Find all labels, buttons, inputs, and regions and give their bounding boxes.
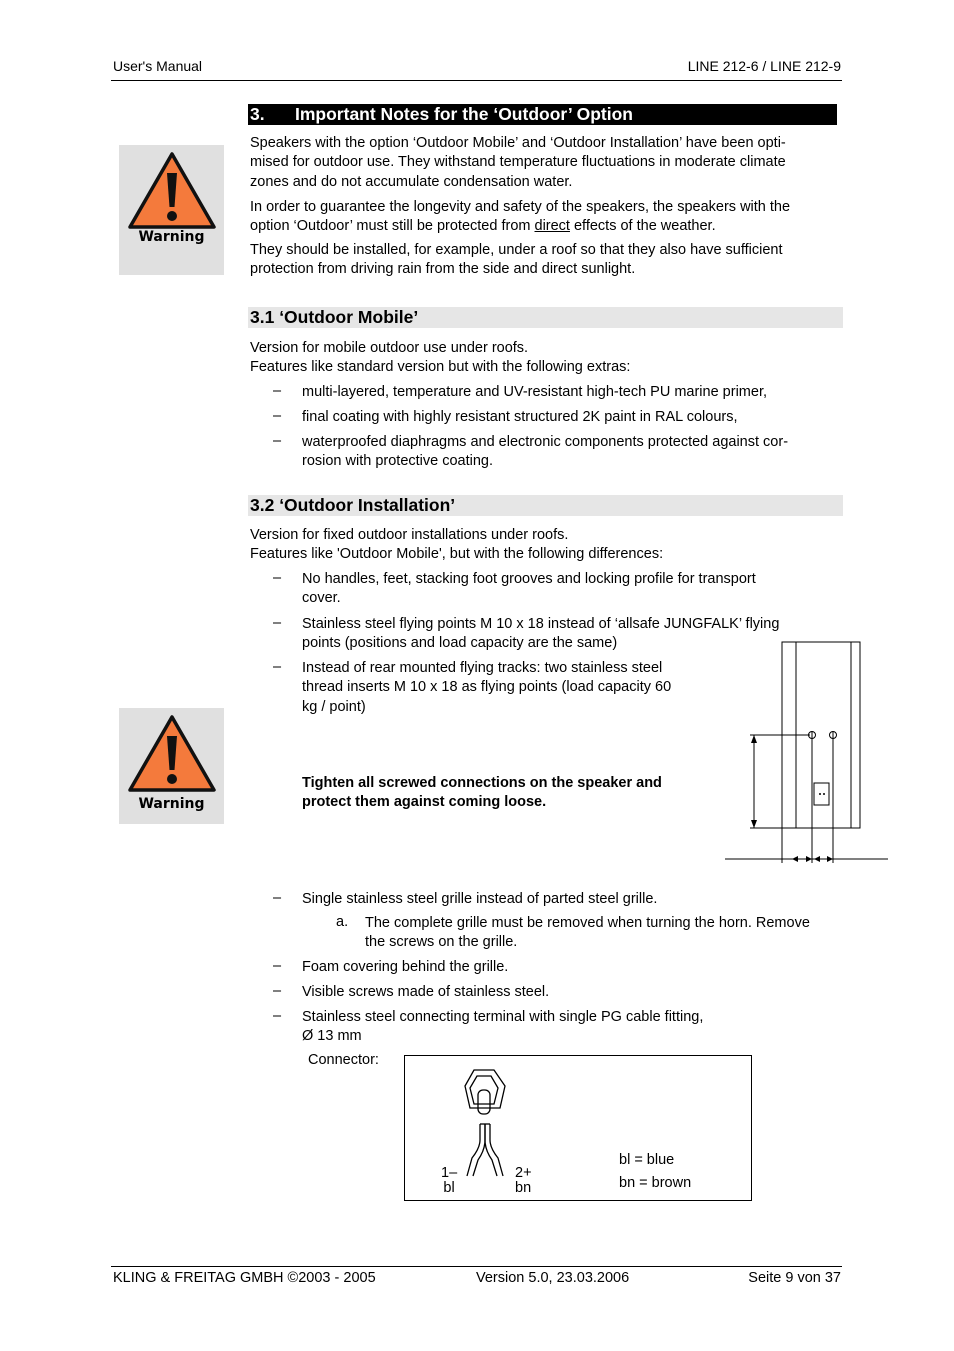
section-3-1-intro bbox=[250, 339, 840, 378]
pin-2-color: bn bbox=[515, 1180, 532, 1196]
text-line: Single stainless steel grille instead of parted steel grille. bbox=[302, 891, 658, 907]
section-3-title: Important Notes for the ‘Outdoor’ Option bbox=[295, 104, 633, 124]
pin-1-sign: 1– bbox=[441, 1165, 458, 1181]
text-line: protect them against coming loose. bbox=[302, 794, 547, 811]
text-line: Stainless steel flying points M 10 x 18 instead of ‘allsafe JUNGFALK’ flying bbox=[302, 616, 780, 632]
bullet-dash: – bbox=[273, 615, 282, 631]
bullet-dash: – bbox=[273, 408, 282, 424]
bullet-dash: – bbox=[273, 383, 282, 399]
text-line: cover. bbox=[302, 590, 341, 607]
text-line: protection from driving rain from the side and direct sunlight. bbox=[250, 261, 636, 278]
header-right: LINE 212-6 / LINE 212-9 bbox=[687, 58, 841, 74]
bullet-coating bbox=[302, 408, 738, 427]
section-3-2-intro bbox=[250, 526, 840, 565]
text-line: the screws on the grille. bbox=[365, 934, 518, 951]
section-3-1-heading bbox=[248, 307, 843, 328]
sub-marker: a. bbox=[336, 914, 349, 930]
bullet-dash: – bbox=[273, 433, 282, 449]
connector-label: Connector: bbox=[308, 1052, 379, 1068]
section-3-paragraph-2 bbox=[250, 198, 840, 237]
legend-brown: bn = brown bbox=[619, 1175, 692, 1191]
warning-box-1 bbox=[119, 145, 224, 275]
text-line: Features like standard version but with the following extras: bbox=[250, 359, 631, 376]
text-line: Features like 'Outdoor Mobile', but with the following differences: bbox=[250, 546, 664, 563]
pin-2-sign: 2+ bbox=[515, 1165, 532, 1181]
text-line: Version for fixed outdoor installations under roofs. bbox=[250, 527, 569, 543]
text-line: multi-layered, temperature and UV-resistant high-tech PU marine primer, bbox=[302, 384, 767, 400]
underlined-word: direct bbox=[534, 218, 570, 235]
warning-box-2 bbox=[119, 708, 224, 824]
text-line: waterproofed diaphragms and electronic components protected against cor- bbox=[302, 434, 789, 450]
warning-label: Warning bbox=[138, 796, 205, 812]
bullet-dash: – bbox=[273, 659, 282, 675]
bullet-foam bbox=[302, 958, 508, 977]
header-rule bbox=[111, 80, 842, 81]
text-span: effects of the weather. bbox=[569, 218, 716, 235]
warning-label: Warning bbox=[138, 229, 205, 245]
bullet-grille bbox=[302, 890, 657, 909]
text-line: In order to guarantee the longevity and safety of the speakers, the speakers with the bbox=[250, 199, 791, 215]
text-line: The complete grille must be removed when turning the horn. Remove bbox=[365, 915, 810, 931]
footer-right: Seite 9 von 37 bbox=[748, 1270, 841, 1286]
warning-triangle-icon bbox=[127, 151, 217, 231]
sub-item-grille-removal bbox=[365, 914, 810, 953]
section-3-paragraph-1 bbox=[250, 134, 840, 192]
header-left: User's Manual bbox=[113, 58, 203, 74]
text-line: Stainless steel connecting terminal with single PG cable fitting, bbox=[302, 1009, 704, 1025]
section-3-paragraph-3 bbox=[250, 241, 840, 280]
connector-plug-icon bbox=[460, 1068, 510, 1178]
bullet-screws bbox=[302, 983, 549, 1002]
text-line: Instead of rear mounted flying tracks: two stainless steel bbox=[302, 660, 663, 676]
warning-text-tighten bbox=[302, 774, 662, 813]
footer-center: Version 5.0, 23.03.2006 bbox=[476, 1270, 630, 1286]
text-line: thread inserts M 10 x 18 as flying points (load capacity 60 bbox=[302, 679, 672, 696]
section-3-heading bbox=[248, 104, 837, 125]
pin-1-color: bl bbox=[443, 1180, 455, 1196]
text-line: Version for mobile outdoor use under roofs. bbox=[250, 340, 529, 356]
text-line: Ø 13 mm bbox=[302, 1028, 362, 1045]
bullet-diaphragms bbox=[302, 433, 788, 472]
pin-2-label bbox=[515, 1166, 532, 1196]
text-line: No handles, feet, stacking foot grooves and locking profile for transport bbox=[302, 571, 756, 587]
bullet-dash: – bbox=[273, 983, 282, 999]
warning-triangle-icon bbox=[127, 714, 217, 794]
bullet-terminal bbox=[302, 1008, 703, 1047]
pin-1-label bbox=[441, 1166, 457, 1196]
text-line: Visible screws made of stainless steel. bbox=[302, 984, 550, 1000]
speaker-rear-drawing bbox=[720, 638, 892, 868]
bullet-dash: – bbox=[273, 570, 282, 586]
text-line: Tighten all screwed connections on the speaker and bbox=[302, 775, 662, 791]
connector-diagram bbox=[404, 1055, 752, 1201]
footer-rule bbox=[111, 1266, 842, 1267]
text-line: final coating with highly resistant structured 2K paint in RAL colours, bbox=[302, 409, 738, 425]
text-line bbox=[250, 217, 840, 236]
text-line: mised for outdoor use. They withstand temperature fluctuations in moderate climate bbox=[250, 154, 786, 171]
text-line: zones and do not accumulate condensation water. bbox=[250, 173, 573, 190]
text-line: points (positions and load capacity are the same) bbox=[302, 635, 618, 652]
bullet-no-handles bbox=[302, 570, 756, 609]
text-span: option ‘Outdoor’ must still be protected from bbox=[250, 218, 535, 235]
text-line: rosion with protective coating. bbox=[302, 453, 494, 470]
text-line: Speakers with the option ‘Outdoor Mobile’ and ‘Outdoor Installation’ have been opti- bbox=[250, 135, 786, 151]
section-3-number: 3. bbox=[250, 104, 265, 124]
bullet-dash: – bbox=[273, 890, 282, 906]
footer-left: KLING & FREITAG GMBH ©2003 - 2005 bbox=[113, 1270, 376, 1286]
section-3-2-heading bbox=[248, 495, 843, 516]
bullet-dash: – bbox=[273, 958, 282, 974]
bullet-flying-points bbox=[302, 615, 779, 654]
section-3-2-title: 3.2 ‘Outdoor Installation’ bbox=[250, 495, 456, 515]
text-line: They should be installed, for example, under a roof so that they also have sufficient bbox=[250, 242, 783, 258]
legend-blue: bl = blue bbox=[619, 1152, 675, 1168]
bullet-flying-tracks bbox=[302, 659, 671, 717]
text-line: kg / point) bbox=[302, 698, 366, 715]
connector-legend bbox=[619, 1149, 691, 1195]
bullet-dash: – bbox=[273, 1008, 282, 1024]
section-3-1-title: 3.1 ‘Outdoor Mobile’ bbox=[250, 307, 419, 327]
text-line: Foam covering behind the grille. bbox=[302, 959, 509, 975]
bullet-primer bbox=[302, 383, 767, 402]
